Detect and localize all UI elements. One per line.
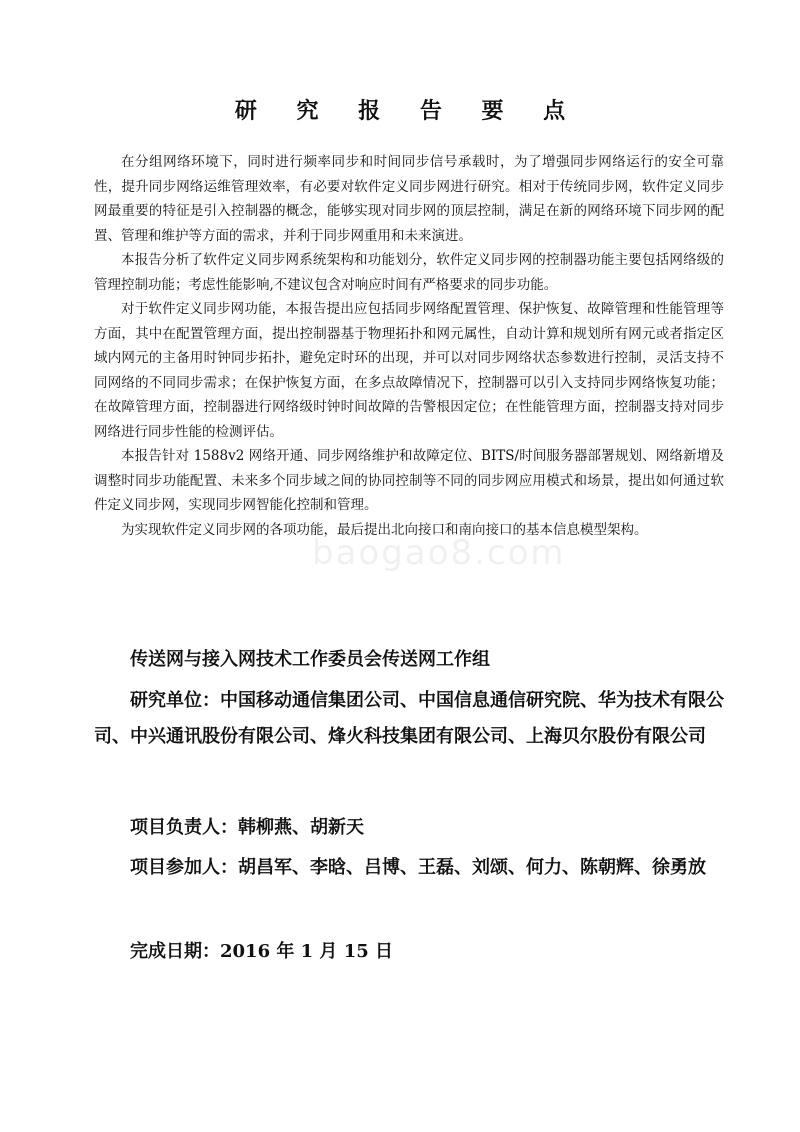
page-title: 研 究 报 告 要 点 xyxy=(234,98,582,124)
paragraph: 本报告针对 1588v2 网络开通、同步网络维护和故障定位、BITS/时间服务器部署规划、网络新增及调整时同步功能配置、未来多个同步域之间的协同控制等不同的同步网应用模式和场景，提出如何通过软件定义同步网，实现同步网智能化控制和管理。 xyxy=(94,448,724,513)
research-units-value: 中国移动通信集团公司、中国信息通信研究院、华为技术有限公司、中兴通讯股份有限公司、烽火科技集团有限公司、上海贝尔股份有限公司 xyxy=(94,690,724,747)
report-summary xyxy=(94,150,724,542)
project-lead-value: 韩柳燕、胡新天 xyxy=(238,817,364,838)
project-members xyxy=(94,853,726,879)
research-units-label: 研究单位： xyxy=(130,690,220,711)
research-units xyxy=(94,683,726,755)
working-group: 传送网与接入网技术工作委员会传送网工作组 xyxy=(130,649,490,670)
completion-label: 完成日期： xyxy=(130,941,220,962)
paragraph: 对于软件定义同步网功能，本报告提出应包括同步网络配置管理、保护恢复、故障管理和性能管理等方面，其中在配置管理方面，提出控制器基于物理拓扑和网元属性，自动计算和规划所有网元或者指定区域内网元的主备用时钟同步拓扑，避免定时环的出现，并可以对同步网络状态参数进行控制，灵活支持不同网络的不同同步需求；在保护恢复方面，在多点故障情况下，控制器可以引入支持同步网络恢复功能；在故障管理方面，控制器进行网络级时钟时间故障的告警根因定位；在性能管理方面，控制器支持对同步网络进行同步性能的检测评估。 xyxy=(94,301,724,440)
paragraph: 本报告分析了软件定义同步网系统架构和功能划分，软件定义同步网的控制器功能主要包括网络级的管理控制功能；考虑性能影响,不建议包含对响应时间有严格要求的同步功能。 xyxy=(94,252,724,293)
completion-value: 2016 年 1 月 15 日 xyxy=(220,941,394,962)
project-members-value: 胡昌军、李晗、吕博、王磊、刘颂、何力、陈朝辉、徐勇放 xyxy=(238,857,706,878)
project-members-label: 项目参加人： xyxy=(130,857,238,878)
completion-date xyxy=(94,937,726,963)
paragraph: 为实现软件定义同步网的各项功能，最后提出北向接口和南向接口的基本信息模型架构。 xyxy=(121,521,648,538)
project-lead xyxy=(94,813,726,839)
watermark: baogao8.com xyxy=(312,533,566,573)
paragraph: 在分组网络环境下，同时进行频率同步和时间同步信号承载时，为了增强同步网络运行的安全可靠性，提升同步网络运维管理效率，有必要对软件定义同步网进行研究。相对于传统同步网，软件定义同步网最重要的特征是引入控制器的概念，能够实现对同步网的顶层控制，满足在新的网络环境下同步网的配置、管理和维护等方面的需求，并利于同步网重用和未来演进。 xyxy=(94,154,724,244)
project-lead-label: 项目负责人： xyxy=(130,817,238,838)
